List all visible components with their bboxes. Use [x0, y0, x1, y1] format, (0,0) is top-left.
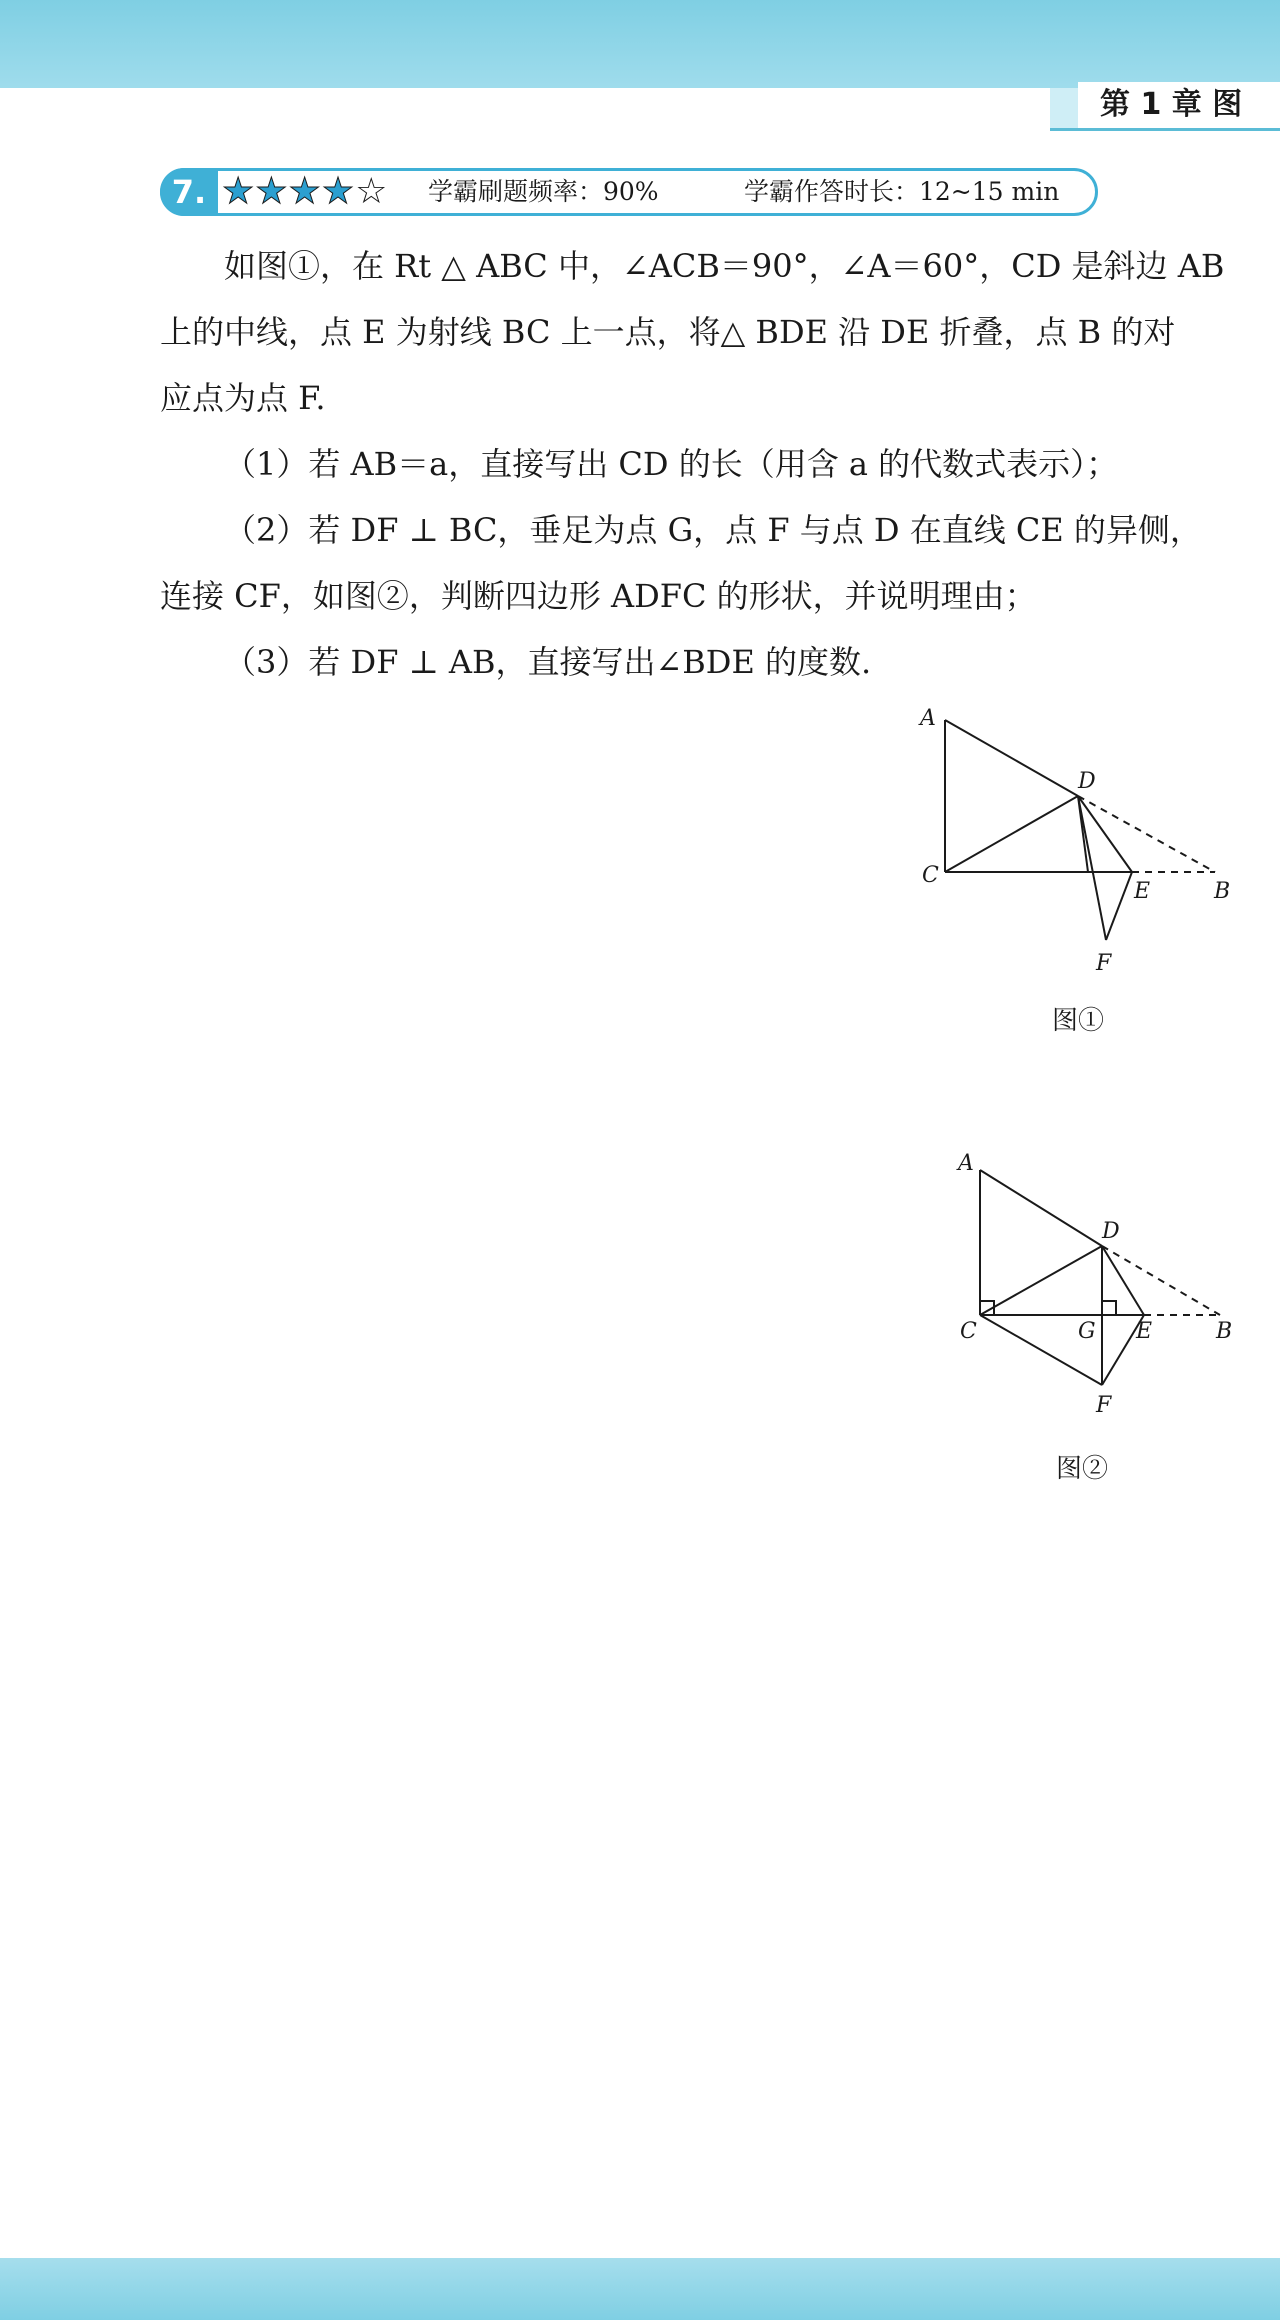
label-A: A — [920, 706, 936, 731]
problem-part-2-line-2: 连接 CF，如图②，判断四边形 ADFC 的形状，并说明理由； — [160, 577, 1037, 615]
label-A: A — [958, 1151, 974, 1176]
label-F: F — [1096, 951, 1112, 976]
bottom-color-band — [0, 2258, 1280, 2320]
problem-part-3: （3）若 DF ⊥ AB，直接写出∠BDE 的度数. — [224, 643, 872, 681]
figure-1-caption: 图① — [1052, 1006, 1105, 1036]
label-B: B — [1214, 879, 1231, 904]
label-C: C — [960, 1319, 977, 1344]
figure-2-diagram — [900, 1140, 1280, 1440]
question-number: 7. — [160, 168, 218, 216]
problem-text-line-3: 应点为点 F. — [160, 379, 326, 417]
chapter-heading: 第 1 章 图 — [1078, 82, 1280, 128]
problem-part-2-line-1: （2）若 DF ⊥ BC，垂足为点 G，点 F 与点 D 在直线 CE 的异侧， — [224, 511, 1202, 549]
problem-text-line-2: 上的中线，点 E 为射线 BC 上一点，将△ BDE 沿 DE 折叠，点 B 的对 — [160, 313, 1176, 351]
filled-star-icon: ★★★★ — [222, 171, 356, 212]
label-C: C — [922, 863, 939, 888]
problem-part-1: （1）若 AB＝a，直接写出 CD 的长（用含 a 的代数式表示）； — [224, 445, 1119, 483]
difficulty-stars — [222, 170, 388, 214]
label-F: F — [1096, 1393, 1112, 1418]
top-color-band — [0, 0, 1280, 88]
empty-star-icon: ☆ — [355, 171, 389, 212]
label-E: E — [1136, 1319, 1153, 1344]
problem-text-line-1: 如图①，在 Rt △ ABC 中，∠ACB＝90°，∠A＝60°，CD 是斜边 AB — [224, 247, 1225, 285]
answer-duration: 学霸作答时长：12~15 min — [744, 177, 1060, 206]
figure-1-diagram — [900, 700, 1280, 990]
practice-frequency: 学霸刷题频率：90% — [428, 177, 659, 206]
label-G: G — [1078, 1319, 1096, 1344]
figure-2-caption: 图② — [1056, 1454, 1109, 1484]
label-B: B — [1216, 1319, 1233, 1344]
label-D: D — [1102, 1219, 1120, 1244]
label-D: D — [1078, 769, 1096, 794]
label-E: E — [1134, 879, 1151, 904]
